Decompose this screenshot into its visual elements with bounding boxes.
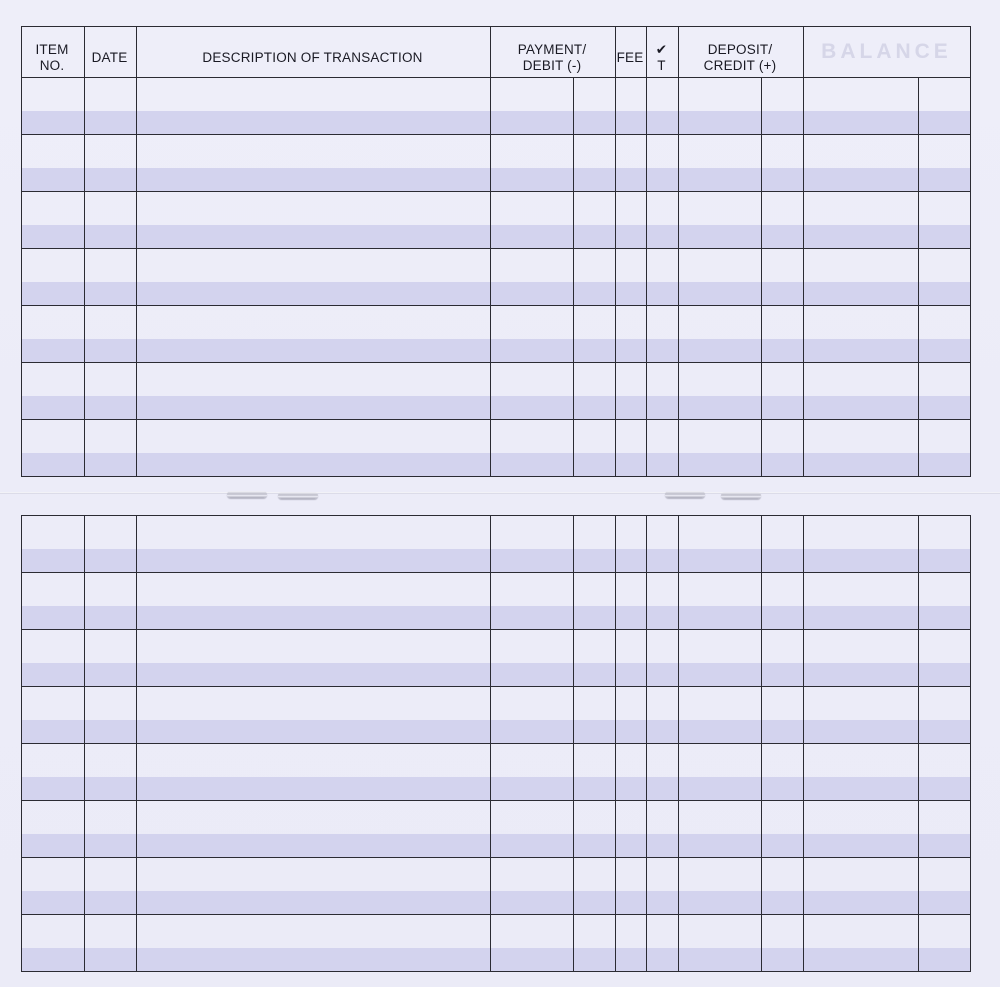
row-shade-band <box>21 777 970 800</box>
row-shade-band <box>21 168 970 191</box>
row-shade-band <box>21 225 970 248</box>
row-rule <box>21 305 970 306</box>
row-rule <box>21 476 970 477</box>
row-shade-band <box>21 396 970 419</box>
page-fold <box>0 492 1000 494</box>
staple-icon <box>278 492 318 499</box>
column-rule <box>84 26 85 477</box>
column-rule <box>918 515 919 972</box>
header-fee: FEE <box>616 50 644 65</box>
column-rule <box>970 26 971 477</box>
column-rule <box>761 515 762 972</box>
column-rule <box>761 77 762 477</box>
row-rule <box>21 419 970 420</box>
row-rule <box>21 248 970 249</box>
column-rule <box>615 515 616 972</box>
header-date: DATE <box>91 50 128 65</box>
column-rule <box>21 515 22 972</box>
staple-icon <box>721 492 761 499</box>
staple-icon <box>665 491 705 498</box>
row-rule <box>21 191 970 192</box>
header-payment-debit: PAYMENT/ DEBIT (-) <box>517 42 587 73</box>
column-rule <box>21 26 22 477</box>
row-rule <box>21 572 970 573</box>
column-rule <box>678 515 679 972</box>
row-rule <box>21 362 970 363</box>
header-checkmark-t: ✔ T <box>655 42 668 73</box>
row-rule <box>21 800 970 801</box>
row-shade-band <box>21 111 970 134</box>
column-rule <box>970 515 971 972</box>
column-rule <box>136 515 137 972</box>
row-rule <box>21 686 970 687</box>
row-shade-band <box>21 606 970 629</box>
column-rule <box>573 77 574 477</box>
column-rule <box>646 26 647 477</box>
row-rule <box>21 914 970 915</box>
row-shade-band <box>21 663 970 686</box>
column-rule <box>803 515 804 972</box>
row-rule <box>21 629 970 630</box>
row-rule <box>21 857 970 858</box>
column-rule <box>918 77 919 477</box>
column-rule <box>84 515 85 972</box>
row-shade-band <box>21 453 970 476</box>
row-shade-band <box>21 891 970 914</box>
row-rule <box>21 971 970 972</box>
row-rule <box>21 743 970 744</box>
row-shade-band <box>21 339 970 362</box>
header-balance: BALANCE <box>821 40 952 63</box>
row-rule <box>21 134 970 135</box>
column-rule <box>573 515 574 972</box>
column-rule <box>803 26 804 477</box>
column-rule <box>490 515 491 972</box>
staple-icon <box>227 491 267 498</box>
header-description: DESCRIPTION OF TRANSACTION <box>202 50 423 65</box>
row-shade-band <box>21 948 970 971</box>
column-rule <box>678 26 679 477</box>
row-shade-band <box>21 834 970 857</box>
header-deposit-credit: DEPOSIT/ CREDIT (+) <box>703 42 777 73</box>
row-rule <box>21 77 970 78</box>
column-rule <box>615 26 616 477</box>
row-shade-band <box>21 720 970 743</box>
column-rule <box>136 26 137 477</box>
header-item-no: ITEM NO. <box>35 42 69 73</box>
column-rule <box>646 515 647 972</box>
row-rule <box>21 515 970 516</box>
header-top-rule <box>21 26 970 27</box>
row-shade-band <box>21 549 970 572</box>
column-rule <box>490 26 491 477</box>
row-shade-band <box>21 282 970 305</box>
